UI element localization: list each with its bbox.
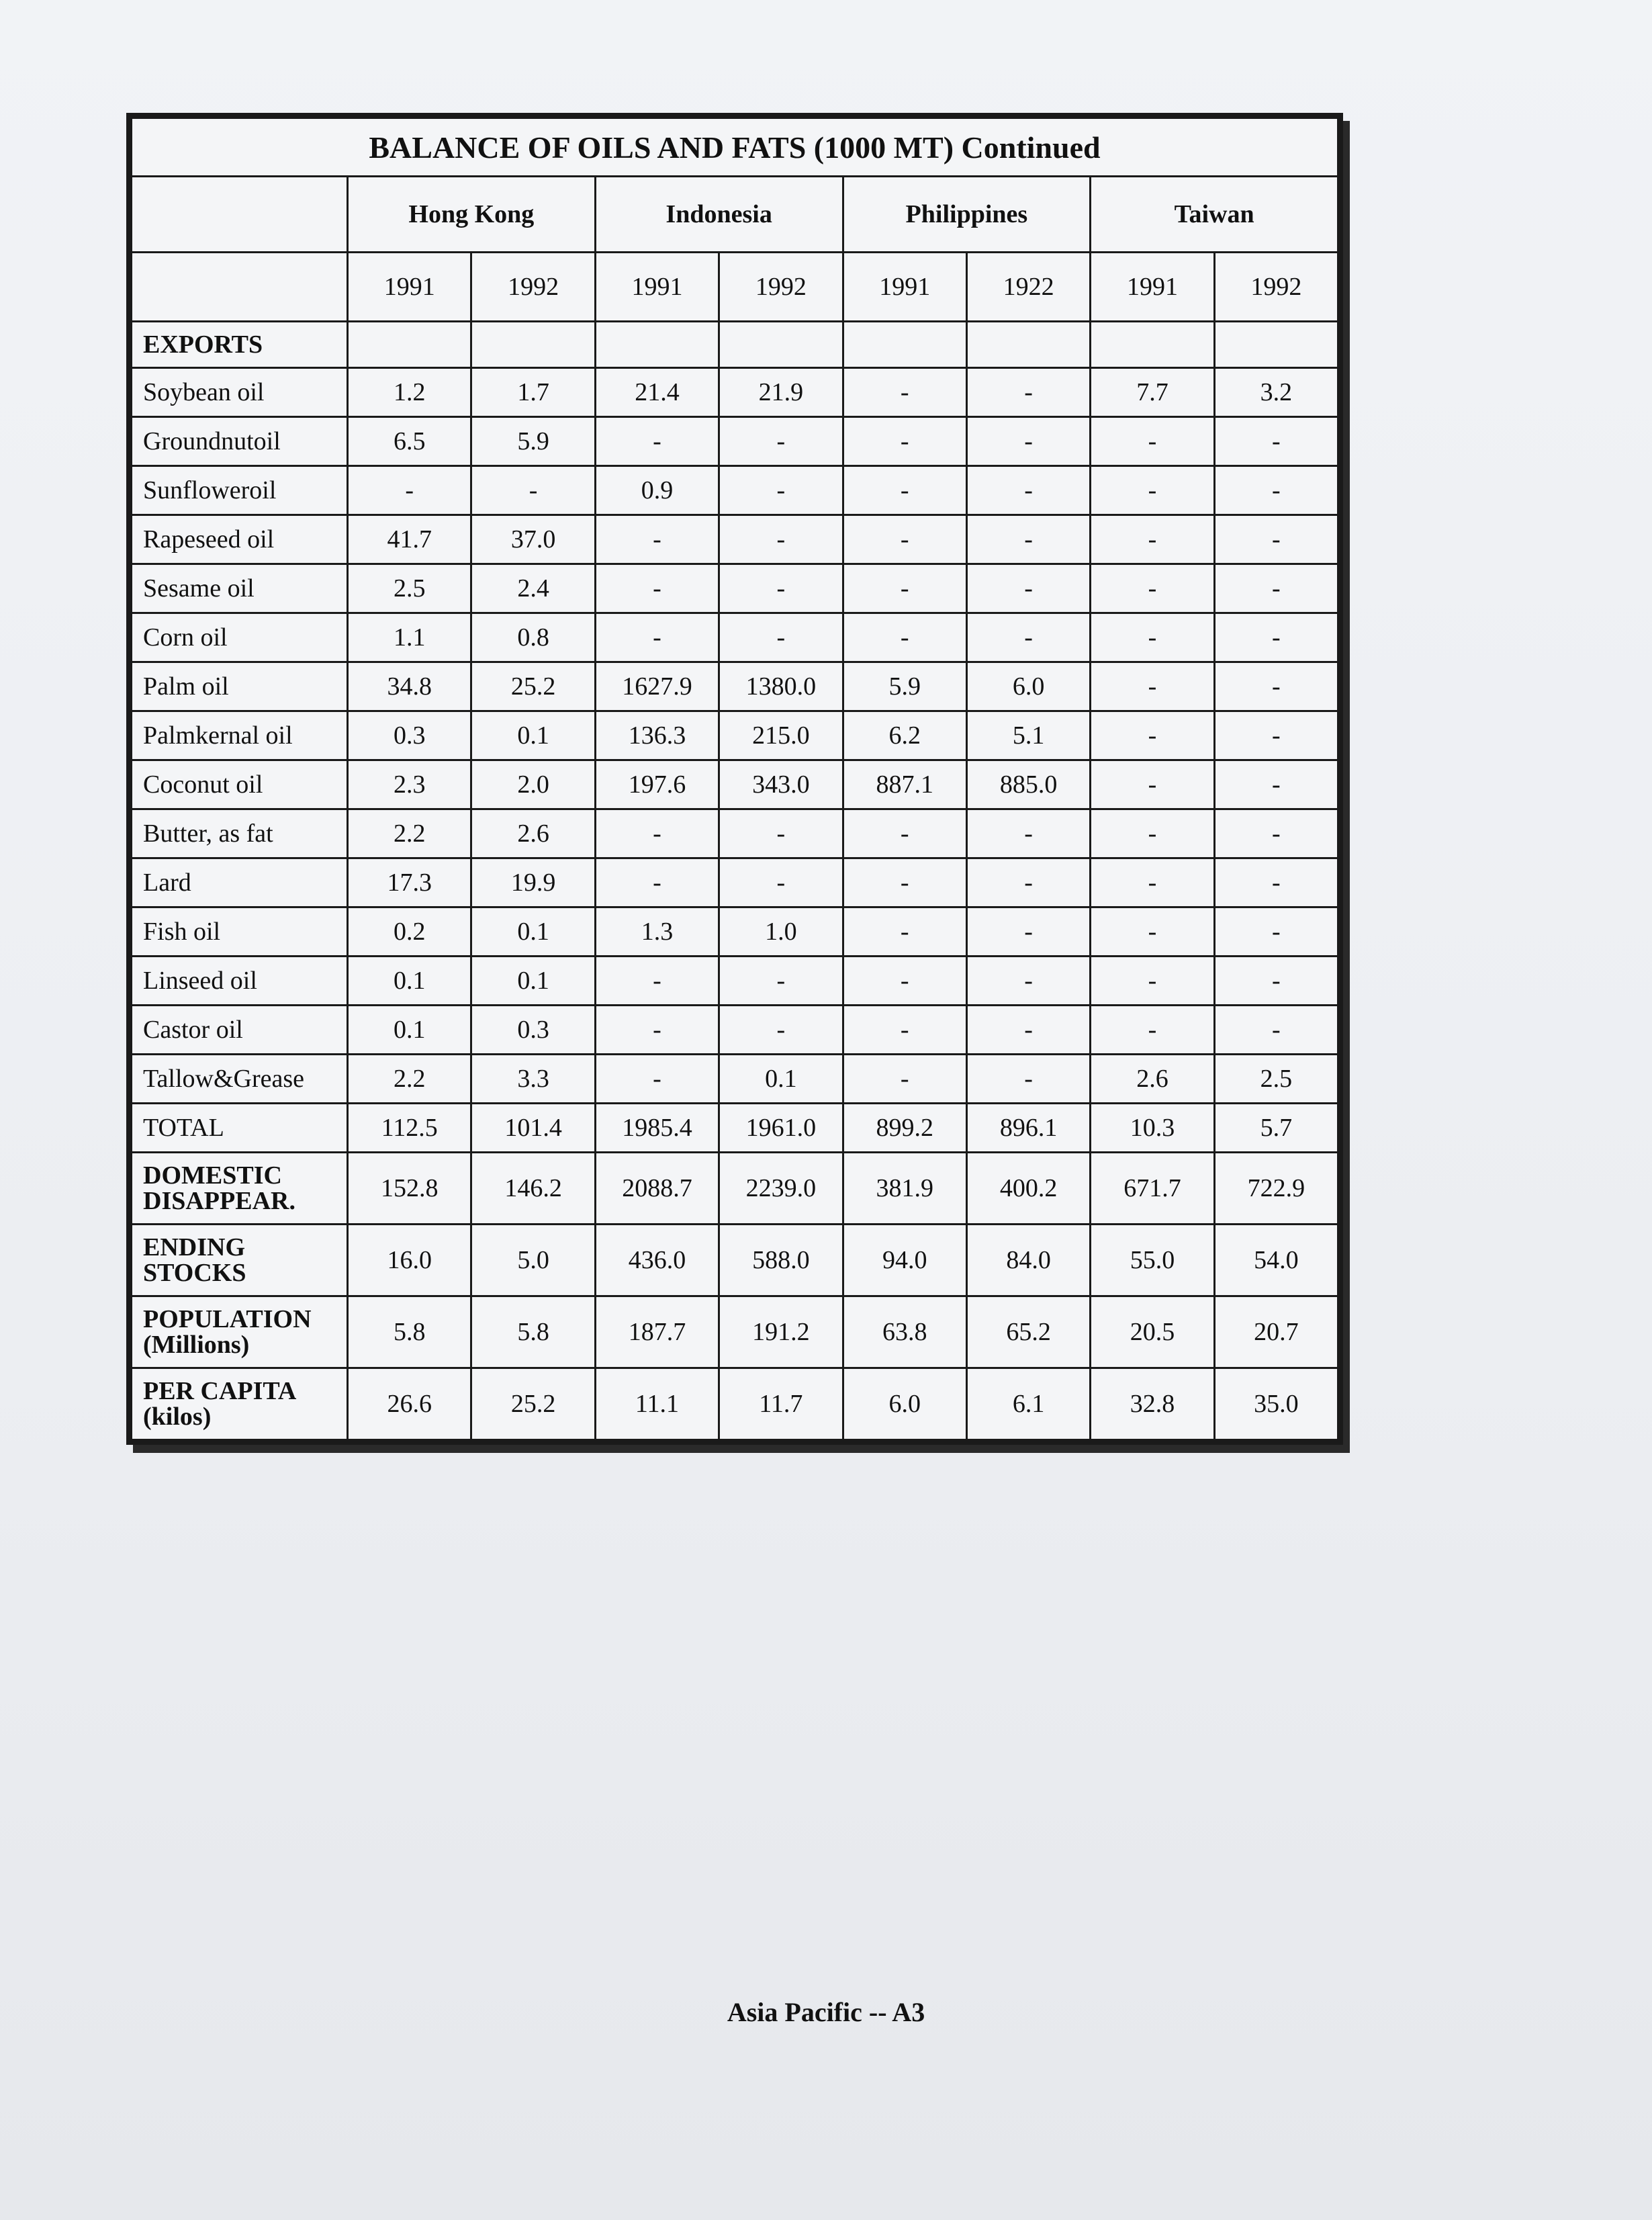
year-header: 1991 [348,253,471,322]
value-cell: 63.8 [843,1296,966,1368]
table-row [132,711,1338,760]
summary-row [132,1296,1338,1368]
value-cell: 21.4 [595,368,719,417]
table-row [132,858,1338,907]
table-title-row [132,118,1338,177]
year-header: 1991 [1091,253,1214,322]
value-cell: 5.0 [471,1225,595,1296]
value-cell: 400.2 [966,1153,1090,1225]
value-cell: - [719,564,843,613]
row-label: Corn oil [132,613,348,662]
table-row [132,564,1338,613]
value-cell: 1.1 [348,613,471,662]
value-cell: 0.9 [595,466,719,515]
value-cell: 55.0 [1091,1225,1214,1296]
balance-table-frame [126,113,1343,1445]
value-cell: 5.1 [966,711,1090,760]
value-cell: - [1091,711,1214,760]
value-cell: - [595,515,719,564]
value-cell: 54.0 [1214,1225,1338,1296]
row-label: Palmkernal oil [132,711,348,760]
exports-label: EXPORTS [132,322,348,368]
value-cell: - [966,466,1090,515]
table-row [132,1055,1338,1104]
value-cell: 2.2 [348,809,471,858]
empty-cell [1214,322,1338,368]
value-cell: 1.0 [719,907,843,957]
row-label: Palm oil [132,662,348,711]
value-cell: - [719,957,843,1006]
country-header: Indonesia [595,177,843,253]
value-cell: - [1091,858,1214,907]
value-cell: 5.8 [471,1296,595,1368]
table-row [132,809,1338,858]
value-cell: 19.9 [471,858,595,907]
value-cell: 1.2 [348,368,471,417]
value-cell: - [595,1055,719,1104]
value-cell: - [1214,711,1338,760]
row-label: Sesame oil [132,564,348,613]
value-cell: 343.0 [719,760,843,809]
row-label: TOTAL [132,1104,348,1153]
value-cell: 5.7 [1214,1104,1338,1153]
country-header: Taiwan [1091,177,1338,253]
table-title: BALANCE OF OILS AND FATS (1000 MT) Continued [132,118,1338,177]
value-cell: - [1214,858,1338,907]
value-cell: 16.0 [348,1225,471,1296]
country-header: Hong Kong [348,177,596,253]
year-header-row [132,253,1338,322]
value-cell: 2239.0 [719,1153,843,1225]
summary-label-line2: (kilos) [143,1403,212,1431]
table-row [132,760,1338,809]
value-cell: 197.6 [595,760,719,809]
table-row [132,417,1338,466]
value-cell: - [843,957,966,1006]
value-cell: 10.3 [1091,1104,1214,1153]
corner-cell [132,253,348,322]
value-cell: - [843,1055,966,1104]
summary-label-line1: PER CAPITA [143,1377,297,1405]
value-cell: - [471,466,595,515]
row-label: Lard [132,858,348,907]
value-cell: - [1214,907,1338,957]
value-cell: 1380.0 [719,662,843,711]
value-cell: - [1091,760,1214,809]
value-cell: 191.2 [719,1296,843,1368]
value-cell: 41.7 [348,515,471,564]
value-cell: 5.9 [471,417,595,466]
summary-row [132,1153,1338,1225]
table-row [132,1006,1338,1055]
summary-label [132,1296,348,1368]
value-cell: 65.2 [966,1296,1090,1368]
value-cell: - [966,907,1090,957]
value-cell: 896.1 [966,1104,1090,1153]
country-header-row [132,177,1338,253]
value-cell: - [843,564,966,613]
table-row [132,957,1338,1006]
value-cell: 0.1 [348,1006,471,1055]
value-cell: 11.1 [595,1368,719,1440]
value-cell: - [966,417,1090,466]
empty-cell [348,322,471,368]
value-cell: 0.3 [348,711,471,760]
balance-table [130,117,1339,1441]
value-cell: - [843,809,966,858]
value-cell: 6.0 [843,1368,966,1440]
value-cell: - [843,1006,966,1055]
table-row [132,662,1338,711]
year-header: 1922 [966,253,1090,322]
value-cell: 26.6 [348,1368,471,1440]
value-cell: - [719,417,843,466]
value-cell: - [719,1006,843,1055]
value-cell: 215.0 [719,711,843,760]
value-cell: - [966,858,1090,907]
value-cell: 887.1 [843,760,966,809]
value-cell: - [595,858,719,907]
value-cell: 722.9 [1214,1153,1338,1225]
value-cell: 1.3 [595,907,719,957]
value-cell: - [719,515,843,564]
value-cell: - [1214,809,1338,858]
value-cell: - [966,564,1090,613]
year-header: 1992 [719,253,843,322]
value-cell: - [595,417,719,466]
value-cell: 7.7 [1091,368,1214,417]
corner-cell [132,177,348,253]
year-header: 1992 [471,253,595,322]
summary-label-line2: STOCKS [143,1259,246,1287]
value-cell: 2.6 [471,809,595,858]
row-label: Tallow&Grease [132,1055,348,1104]
value-cell: 0.1 [348,957,471,1006]
value-cell: 2.2 [348,1055,471,1104]
value-cell: 899.2 [843,1104,966,1153]
value-cell: - [348,466,471,515]
value-cell: 0.1 [471,957,595,1006]
row-label: Rapeseed oil [132,515,348,564]
value-cell: 84.0 [966,1225,1090,1296]
value-cell: - [719,858,843,907]
summary-label [132,1225,348,1296]
row-label: Castor oil [132,1006,348,1055]
summary-label [132,1153,348,1225]
row-label: Fish oil [132,907,348,957]
value-cell: 2088.7 [595,1153,719,1225]
value-cell: 0.1 [471,711,595,760]
value-cell: 0.8 [471,613,595,662]
table-row [132,907,1338,957]
value-cell: 32.8 [1091,1368,1214,1440]
value-cell: 588.0 [719,1225,843,1296]
value-cell: 6.1 [966,1368,1090,1440]
table-row [132,613,1338,662]
value-cell: - [966,957,1090,1006]
value-cell: 1627.9 [595,662,719,711]
empty-cell [1091,322,1214,368]
value-cell: - [1091,1006,1214,1055]
value-cell: - [1091,662,1214,711]
value-cell: 3.2 [1214,368,1338,417]
value-cell: 6.5 [348,417,471,466]
value-cell: 17.3 [348,858,471,907]
value-cell: 2.5 [348,564,471,613]
value-cell: - [1214,1006,1338,1055]
table-row [132,515,1338,564]
value-cell: - [843,368,966,417]
value-cell: - [1091,466,1214,515]
summary-row [132,1368,1338,1440]
value-cell: - [966,809,1090,858]
value-cell: 37.0 [471,515,595,564]
value-cell: - [595,809,719,858]
value-cell: 381.9 [843,1153,966,1225]
value-cell: - [843,858,966,907]
value-cell: 21.9 [719,368,843,417]
value-cell: - [1214,662,1338,711]
table-row [132,1104,1338,1153]
summary-label-line1: POPULATION [143,1305,312,1333]
value-cell: 671.7 [1091,1153,1214,1225]
value-cell: 20.5 [1091,1296,1214,1368]
value-cell: 2.0 [471,760,595,809]
value-cell: - [1091,417,1214,466]
value-cell: - [1214,760,1338,809]
row-label: Linseed oil [132,957,348,1006]
value-cell: 94.0 [843,1225,966,1296]
value-cell: - [1214,613,1338,662]
value-cell: 2.5 [1214,1055,1338,1104]
value-cell: - [1091,907,1214,957]
empty-cell [966,322,1090,368]
value-cell: - [1091,809,1214,858]
year-header: 1991 [843,253,966,322]
value-cell: 6.2 [843,711,966,760]
table-row [132,466,1338,515]
table-row [132,368,1338,417]
summary-label-line1: DOMESTIC [143,1161,282,1190]
value-cell: 0.1 [719,1055,843,1104]
value-cell: 187.7 [595,1296,719,1368]
value-cell: 2.6 [1091,1055,1214,1104]
value-cell: - [843,907,966,957]
summary-label [132,1368,348,1440]
summary-label-line2: DISAPPEAR. [143,1187,295,1215]
page-footer: Asia Pacific -- A3 [727,1997,925,2027]
value-cell: - [966,613,1090,662]
value-cell: - [843,515,966,564]
empty-cell [843,322,966,368]
row-label: Butter, as fat [132,809,348,858]
row-label: Groundnutoil [132,417,348,466]
row-label: Soybean oil [132,368,348,417]
value-cell: 25.2 [471,1368,595,1440]
value-cell: 11.7 [719,1368,843,1440]
value-cell: 20.7 [1214,1296,1338,1368]
value-cell: - [966,1055,1090,1104]
value-cell: - [719,809,843,858]
value-cell: 0.1 [471,907,595,957]
year-header: 1991 [595,253,719,322]
value-cell: - [1091,515,1214,564]
value-cell: - [966,368,1090,417]
value-cell: - [1214,564,1338,613]
value-cell: 101.4 [471,1104,595,1153]
value-cell: 112.5 [348,1104,471,1153]
row-label: Sunfloweroil [132,466,348,515]
value-cell: - [1091,564,1214,613]
value-cell: 885.0 [966,760,1090,809]
year-header: 1992 [1214,253,1338,322]
value-cell: 5.8 [348,1296,471,1368]
summary-label-line2: (Millions) [143,1331,250,1359]
value-cell: - [719,613,843,662]
value-cell: - [966,1006,1090,1055]
value-cell: - [843,417,966,466]
value-cell: 1961.0 [719,1104,843,1153]
value-cell: - [843,466,966,515]
country-header: Philippines [843,177,1091,253]
value-cell: - [719,466,843,515]
value-cell: - [1214,957,1338,1006]
value-cell: 34.8 [348,662,471,711]
summary-label-line1: ENDING [143,1233,246,1261]
value-cell: - [595,1006,719,1055]
value-cell: 0.3 [471,1006,595,1055]
value-cell: 136.3 [595,711,719,760]
value-cell: 2.4 [471,564,595,613]
value-cell: - [595,613,719,662]
value-cell: 1.7 [471,368,595,417]
value-cell: 0.2 [348,907,471,957]
value-cell: 3.3 [471,1055,595,1104]
value-cell: - [1091,957,1214,1006]
empty-cell [719,322,843,368]
value-cell: 35.0 [1214,1368,1338,1440]
value-cell: - [966,515,1090,564]
value-cell: 1985.4 [595,1104,719,1153]
value-cell: 436.0 [595,1225,719,1296]
value-cell: - [595,957,719,1006]
value-cell: - [1214,466,1338,515]
value-cell: - [1214,417,1338,466]
value-cell: 6.0 [966,662,1090,711]
value-cell: - [1091,613,1214,662]
value-cell: 2.3 [348,760,471,809]
exports-section-row [132,322,1338,368]
value-cell: - [1214,515,1338,564]
empty-cell [471,322,595,368]
row-label: Coconut oil [132,760,348,809]
value-cell: - [595,564,719,613]
value-cell: 5.9 [843,662,966,711]
empty-cell [595,322,719,368]
summary-row [132,1225,1338,1296]
value-cell: - [843,613,966,662]
value-cell: 152.8 [348,1153,471,1225]
value-cell: 25.2 [471,662,595,711]
value-cell: 146.2 [471,1153,595,1225]
